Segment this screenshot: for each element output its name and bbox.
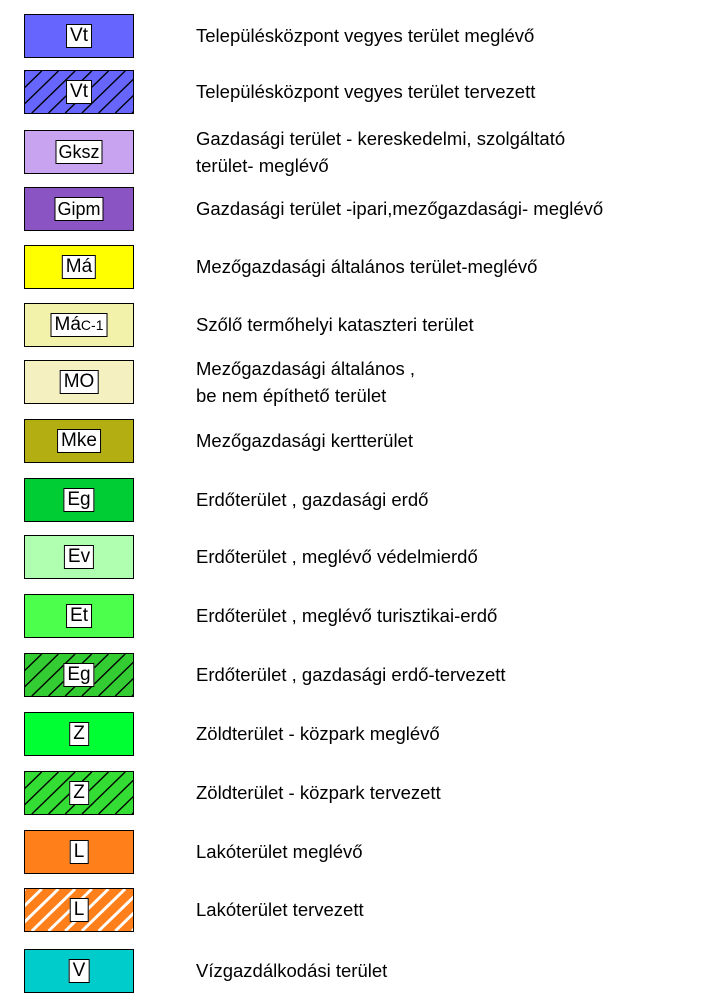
legend-swatch [24, 949, 134, 993]
legend-label: Mezőgazdasági kertterület [196, 430, 413, 451]
legend-code: V [69, 959, 90, 983]
legend-label: Erdőterület , meglévő turisztikai-erdő [196, 605, 498, 626]
legend-item [0, 888, 728, 932]
legend-code: Z [69, 722, 89, 746]
legend-item [0, 130, 728, 174]
legend-label: Lakóterület meglévő [196, 841, 363, 862]
legend-swatch [24, 478, 134, 522]
legend-label: Gazdasági terület -ipari,mezőgazdasági- meglévő [196, 198, 604, 219]
legend-item [0, 830, 728, 874]
legend-code: Vt [66, 24, 92, 48]
legend-code: MO [60, 370, 99, 394]
legend-code-subscript: C-1 [80, 317, 104, 333]
legend-swatch [24, 535, 134, 579]
legend-item [0, 712, 728, 756]
legend-code: Gipm [54, 197, 103, 221]
legend-swatch [24, 187, 134, 231]
legend-label: Mezőgazdasági általános , be nem építhető terület [196, 358, 416, 406]
legend-label: Zöldterület - közpark meglévő [196, 723, 440, 744]
legend-item [0, 187, 728, 231]
legend-swatch [24, 14, 134, 58]
legend-code: Eg [63, 663, 94, 687]
legend-item [0, 535, 728, 579]
legend-item [0, 478, 728, 522]
legend-label: Szőlő termőhelyi kataszteri terület [196, 314, 474, 335]
legend-swatch [24, 130, 134, 174]
legend-item [0, 771, 728, 815]
legend-item [0, 594, 728, 638]
legend-code: L [70, 898, 89, 922]
legend-swatch [24, 888, 134, 932]
legend-swatch [24, 245, 134, 289]
legend-label: Gazdasági terület - kereskedelmi, szolgáltató terület- meglévő [196, 128, 566, 176]
legend-code: Z [69, 781, 89, 805]
legend-code: Má [62, 255, 96, 279]
legend-label: Lakóterület tervezett [196, 899, 364, 920]
legend-code: Et [66, 604, 92, 628]
legend-item [0, 303, 728, 347]
legend-item [0, 360, 728, 404]
legend-item [0, 949, 728, 993]
legend-code: L [70, 840, 89, 864]
legend-swatch [24, 303, 134, 347]
legend-item [0, 245, 728, 289]
legend-swatch [24, 594, 134, 638]
legend-label: Zöldterület - közpark tervezett [196, 782, 441, 803]
legend-code: Vt [66, 80, 92, 104]
legend-swatch [24, 360, 134, 404]
legend-swatch [24, 419, 134, 463]
legend-item [0, 419, 728, 463]
legend-code: MáC-1 [51, 313, 108, 337]
legend-label: Erdőterület , gazdasági erdő [196, 489, 429, 510]
legend-swatch [24, 70, 134, 114]
legend-label: Mezőgazdasági általános terület-meglévő [196, 256, 538, 277]
legend-swatch [24, 712, 134, 756]
legend-code: Eg [63, 488, 94, 512]
legend-label: Erdőterület , meglévő védelmierdő [196, 546, 478, 567]
legend-label: Településközpont vegyes terület meglévő [196, 25, 535, 46]
legend-item [0, 653, 728, 697]
legend-item [0, 70, 728, 114]
legend-swatch [24, 653, 134, 697]
legend-swatch [24, 830, 134, 874]
legend-label: Vízgazdálkodási terület [196, 960, 388, 981]
legend-code: Gksz [55, 140, 102, 164]
legend-code: Ev [64, 545, 94, 569]
legend-item [0, 14, 728, 58]
legend-label: Településközpont vegyes terület tervezett [196, 81, 536, 102]
legend-label: Erdőterület , gazdasági erdő-tervezett [196, 664, 506, 685]
legend-swatch [24, 771, 134, 815]
legend-code: Mke [57, 429, 101, 453]
